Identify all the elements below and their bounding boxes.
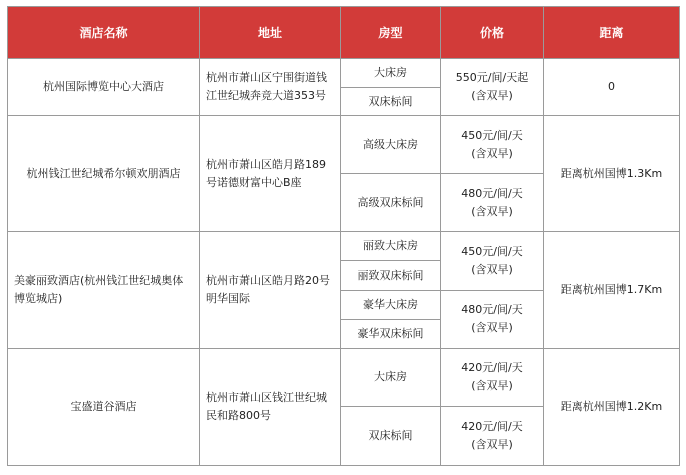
room-type-cell: 高级双床标间 <box>341 174 441 232</box>
price-note: (含双早) <box>471 379 513 393</box>
hotel-name-cell: 杭州钱江世纪城希尔顿欢朋酒店 <box>8 116 200 232</box>
room-type-cell: 豪华大床房 <box>341 290 441 319</box>
price-cell <box>441 59 544 116</box>
room-type-cell: 豪华双床标间 <box>341 319 441 348</box>
header-distance: 距离 <box>544 7 680 59</box>
price-value: 420元/间/天 <box>461 419 523 433</box>
price-cell <box>441 290 544 348</box>
distance-cell: 距离杭州国博1.7Km <box>544 232 680 348</box>
hotel-address-cell: 杭州市萧山区皓月路20号明华国际 <box>200 232 341 348</box>
room-type-cell: 高级大床房 <box>341 116 441 174</box>
header-hotel-name: 酒店名称 <box>8 7 200 59</box>
hotel-name-cell: 美豪丽致酒店(杭州钱江世纪城奥体博览城店) <box>8 232 200 348</box>
hotel-address-cell: 杭州市萧山区宁围街道钱江世纪城奔竞大道353号 <box>200 59 341 116</box>
price-value: 420元/间/天 <box>461 361 523 375</box>
price-value: 550元/间/天起 <box>455 71 529 85</box>
price-note: (含双早) <box>471 262 513 276</box>
room-type-cell: 大床房 <box>341 59 441 88</box>
header-address: 地址 <box>200 7 341 59</box>
price-cell <box>441 348 544 406</box>
hotel-address-cell: 杭州市萧山区钱江世纪城民和路800号 <box>200 348 341 465</box>
hotel-address-cell: 杭州市萧山区皓月路189号诺德财富中心B座 <box>200 116 341 232</box>
price-cell <box>441 116 544 174</box>
price-cell <box>441 174 544 232</box>
room-type-cell: 双床标间 <box>341 406 441 465</box>
distance-cell: 距离杭州国博1.2Km <box>544 348 680 465</box>
price-value: 480元/间/天 <box>461 303 523 317</box>
price-value: 450元/间/天 <box>461 244 523 258</box>
distance-cell: 0 <box>544 59 680 116</box>
table-row <box>8 59 680 88</box>
price-note: (含双早) <box>471 204 513 218</box>
table-row <box>8 232 680 261</box>
hotel-table <box>7 6 680 466</box>
price-note: (含双早) <box>471 89 513 103</box>
header-room-type: 房型 <box>341 7 441 59</box>
price-note: (含双早) <box>471 437 513 451</box>
table-row <box>8 348 680 406</box>
header-row <box>8 7 680 59</box>
hotel-name-cell: 杭州国际博览中心大酒店 <box>8 59 200 116</box>
room-type-cell: 丽致大床房 <box>341 232 441 261</box>
room-type-cell: 大床房 <box>341 348 441 406</box>
price-note: (含双早) <box>471 321 513 335</box>
hotel-name-cell: 宝盛道谷酒店 <box>8 348 200 465</box>
header-price: 价格 <box>441 7 544 59</box>
price-cell <box>441 232 544 290</box>
room-type-cell: 丽致双床标间 <box>341 261 441 290</box>
price-note: (含双早) <box>471 146 513 160</box>
distance-cell: 距离杭州国博1.3Km <box>544 116 680 232</box>
price-cell <box>441 406 544 465</box>
price-value: 480元/间/天 <box>461 186 523 200</box>
room-type-cell: 双床标间 <box>341 88 441 116</box>
table-row <box>8 116 680 174</box>
price-value: 450元/间/天 <box>461 128 523 142</box>
